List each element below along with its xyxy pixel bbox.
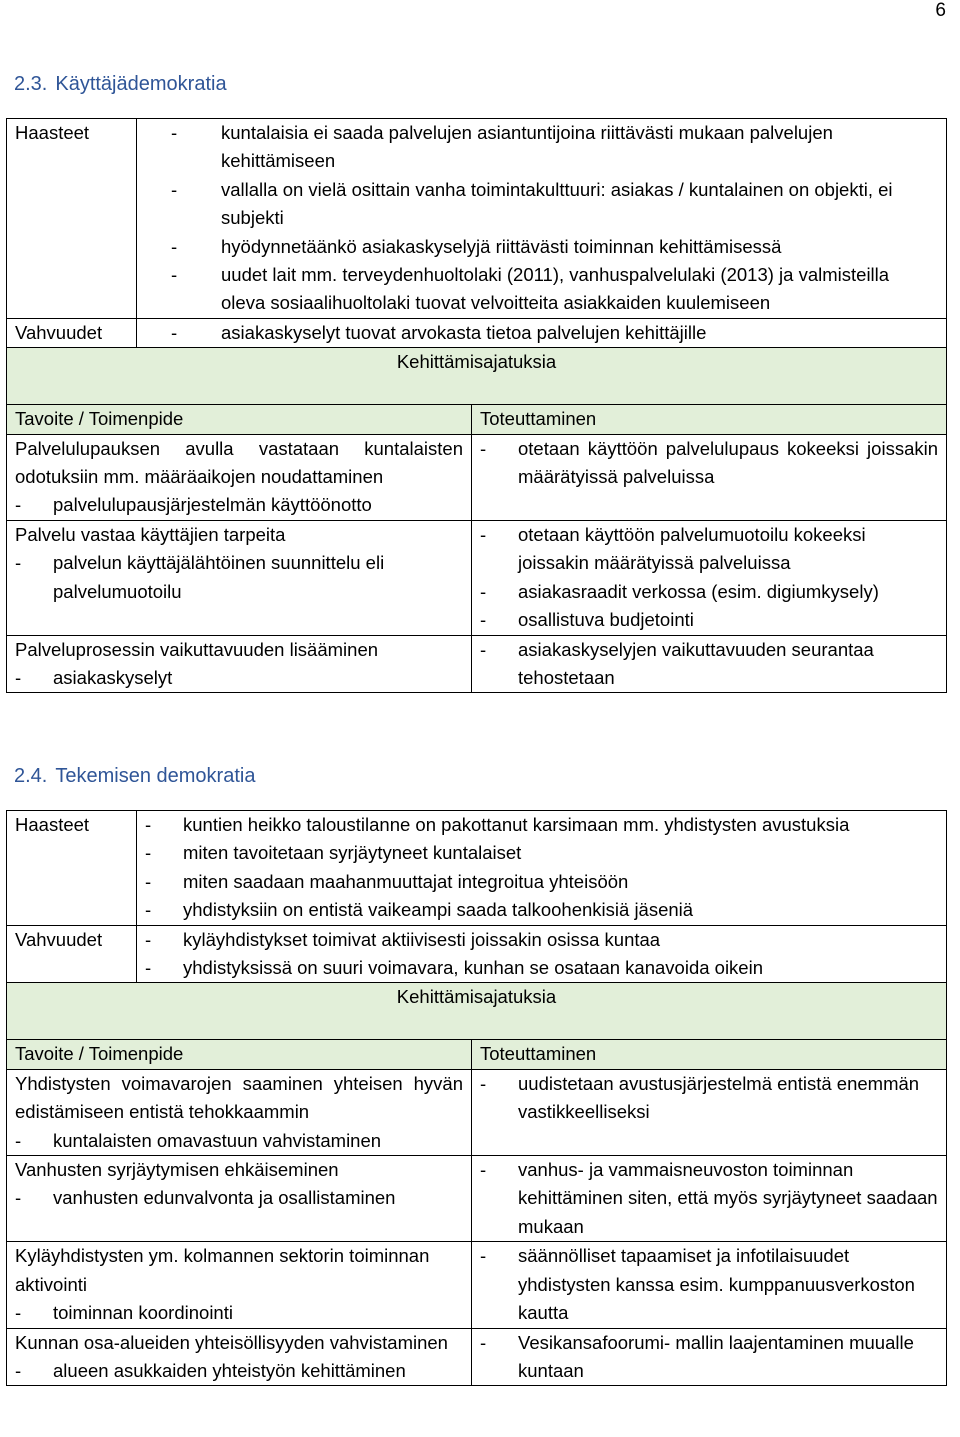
column-header-row <box>7 405 947 434</box>
table-row <box>7 1242 947 1328</box>
section-heading-2-4 <box>14 764 255 788</box>
impl-item: - asiakaskyselyjen vaikuttavuuden seurantaa tehostetaan <box>480 638 874 688</box>
table-row <box>7 1069 947 1155</box>
goal-cell <box>7 1156 472 1242</box>
vahvuudet-list <box>137 925 947 983</box>
list-item: - yhdistyksissä on suuri voimavara, kunhan se osataan kanavoida oikein <box>145 957 763 979</box>
vahvuudet-row <box>7 318 947 347</box>
sub-item: - asiakaskyselyt <box>15 666 173 688</box>
list-item: - kuntalaisia ei saada palvelujen asiantuntijoina riittävästi mukaan palvelujen kehittämiseen <box>171 122 833 172</box>
impl-item: - otetaan käyttöön palvelulupaus kokeeksi joissakin määrätyissä palveluissa <box>480 437 939 488</box>
haasteet-row <box>7 119 947 319</box>
table-row <box>7 635 947 693</box>
goal-cell <box>7 1242 472 1328</box>
haasteet-label: Haasteet <box>7 811 137 926</box>
goal-cell <box>7 520 472 635</box>
haasteet-list <box>137 811 947 926</box>
list-item: - uudet lait mm. terveydenhuoltolaki (2011), vanhuspalvelulaki (2013) ja valmisteilla oleva sosiaalihuoltolaki tuovat velvoitteita asiakkaiden kuulemiseen <box>171 264 890 314</box>
haasteet-list <box>137 119 947 319</box>
column-header-row <box>7 1040 947 1069</box>
impl-cell <box>472 635 947 693</box>
kayttajademokratia-table <box>6 118 947 693</box>
goal-text: Palvelu vastaa käyttäjien tarpeita <box>15 523 286 545</box>
list-item: - miten tavoitetaan syrjäytyneet kuntalaiset <box>145 842 522 864</box>
impl-cell <box>472 434 947 520</box>
vahvuudet-list <box>137 318 947 347</box>
tavoite-header: Tavoite / Toimenpide <box>7 405 472 434</box>
sub-item: - kuntalaisten omavastuun vahvistaminen <box>15 1129 382 1151</box>
list-item: - miten saadaan maahanmuuttajat integroitua yhteisöön <box>145 870 629 892</box>
goal-text: Yhdistysten voimavarojen saaminen yhteisen hyvän edistämiseen entistä tehokkaammin <box>15 1072 463 1123</box>
list-item: - kuntien heikko taloustilanne on pakottanut karsimaan mm. yhdistysten avustuksia <box>145 814 850 835</box>
impl-item: - otetaan käyttöön palvelumuotoilu kokeeksi joissakin määrätyissä palveluissa <box>480 523 866 574</box>
impl-cell <box>472 520 947 635</box>
section-heading-2-3 <box>14 72 227 96</box>
list-item: - hyödynnetäänkö asiakaskyselyjä riittävästi toiminnan kehittämisessä <box>171 235 782 257</box>
section-title-text: Tekemisen demokratia <box>55 765 256 787</box>
impl-item: - Vesikansafoorumi- mallin laajentaminen muualle kuntaan <box>480 1331 914 1381</box>
impl-item: - uudistetaan avustusjärjestelmä entistä enemmän vastikkeelliseksi <box>480 1072 920 1123</box>
impl-cell <box>472 1069 947 1155</box>
table-row <box>7 1156 947 1242</box>
tavoite-header: Tavoite / Toimenpide <box>7 1040 472 1069</box>
impl-cell <box>472 1156 947 1242</box>
goal-cell <box>7 1328 472 1386</box>
toteuttaminen-header: Toteuttaminen <box>472 405 947 434</box>
sub-item: - palvelun käyttäjälähtöinen suunnittelu eli palvelumuotoilu <box>15 552 385 602</box>
list-item: - yhdistyksiin on entistä vaikeampi saada talkoohenkisiä jäseniä <box>145 899 694 921</box>
section-number: 2.4. <box>14 765 48 787</box>
goal-cell <box>7 635 472 693</box>
vahvuudet-label: Vahvuudet <box>7 318 137 347</box>
sub-item: - vanhusten edunvalvonta ja osallistaminen <box>15 1187 396 1209</box>
kehittamisajatuksia-heading: Kehittämisajatuksia <box>7 983 947 1040</box>
sub-item: - palvelulupausjärjestelmän käyttöönotto <box>15 494 372 516</box>
sub-item: - alueen asukkaiden yhteistyön kehittäminen <box>15 1359 406 1381</box>
impl-item: - vanhus- ja vammaisneuvoston toiminnan kehittäminen siten, että myös syrjäytyneet saadaan mukaan <box>480 1159 938 1237</box>
kehittamisajatuksia-row <box>7 983 947 1040</box>
goal-cell <box>7 434 472 520</box>
goal-text: Vanhusten syrjäytymisen ehkäiseminen <box>15 1159 339 1181</box>
page-number: 6 <box>935 0 946 21</box>
impl-cell <box>472 1242 947 1328</box>
haasteet-label: Haasteet <box>7 119 137 319</box>
kehittamisajatuksia-row <box>7 348 947 405</box>
vahvuudet-label: Vahvuudet <box>7 925 137 983</box>
vahvuudet-row <box>7 925 947 983</box>
table-row <box>7 520 947 635</box>
goal-cell <box>7 1069 472 1155</box>
kehittamisajatuksia-heading: Kehittämisajatuksia <box>7 348 947 405</box>
impl-item: - osallistuva budjetointi <box>480 609 694 631</box>
sub-item: - toiminnan koordinointi <box>15 1302 233 1324</box>
impl-item: - asiakasraadit verkossa (esim. digiumkysely) <box>480 580 879 602</box>
list-item: - asiakaskyselyt tuovat arvokasta tietoa palvelujen kehittäjille <box>171 321 707 343</box>
list-item: - kyläyhdistykset toimivat aktiivisesti joissakin osissa kuntaa <box>145 928 661 950</box>
haasteet-row <box>7 811 947 926</box>
goal-text: Kyläyhdistysten ym. kolmannen sektorin toiminnan aktivointi <box>15 1245 430 1295</box>
table-row <box>7 1328 947 1386</box>
section-number: 2.3. <box>14 73 48 95</box>
table-row <box>7 434 947 520</box>
goal-text: Palvelulupauksen avulla vastataan kuntalaisten odotuksiin mm. määräaikojen noudattaminen <box>15 437 463 488</box>
list-item: - vallalla on vielä osittain vanha toimintakulttuuri: asiakas / kuntalainen on objekti, ei subjekti <box>171 178 893 229</box>
tekemisen-demokratia-table <box>6 810 947 1386</box>
impl-item: - säännölliset tapaamiset ja infotilaisuudet yhdistysten kanssa esim. kumppanuusverkoston kautta <box>480 1245 915 1324</box>
goal-text: Palveluprosessin vaikuttavuuden lisääminen <box>15 638 379 660</box>
goal-text: Kunnan osa-alueiden yhteisöllisyyden vahvistaminen <box>15 1331 448 1353</box>
impl-cell <box>472 1328 947 1386</box>
toteuttaminen-header: Toteuttaminen <box>472 1040 947 1069</box>
section-title-text: Käyttäjädemokratia <box>55 73 227 95</box>
